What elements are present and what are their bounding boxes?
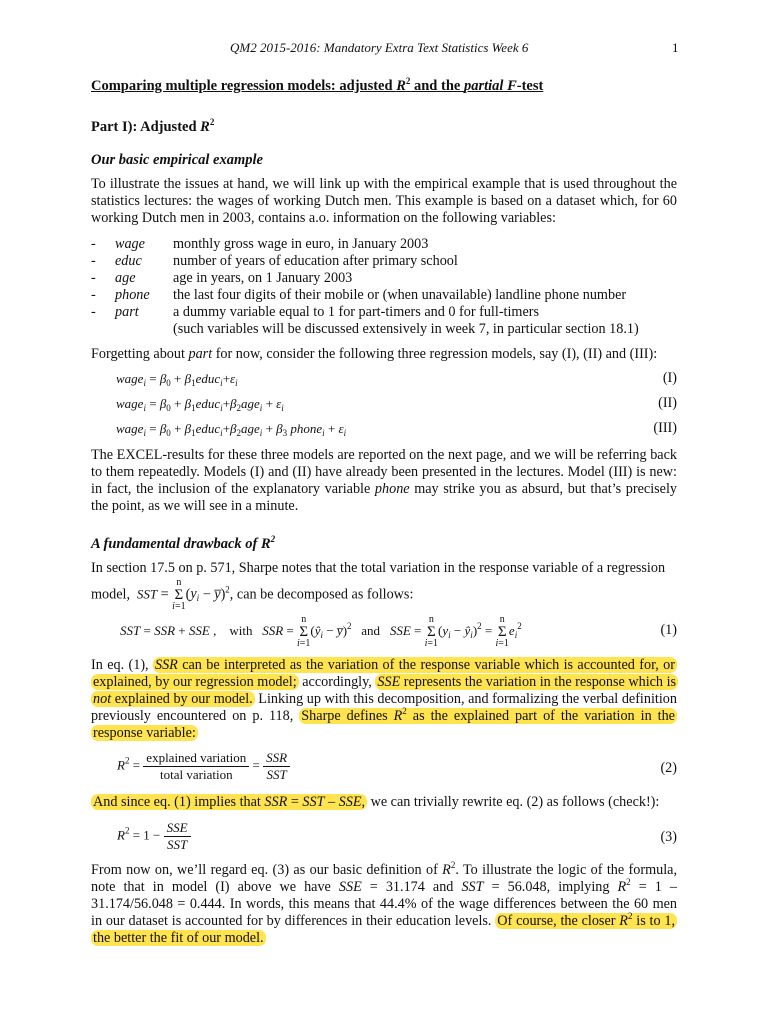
list-item: - wage monthly gross wage in euro, in January 2003 [91, 236, 429, 252]
equation-number: (2) [660, 760, 677, 776]
list-item: - phone the last four digits of their mobile or (when unavailable) landline phone number [91, 287, 627, 303]
sharpe-paragraph-line1: In section 17.5 on p. 571, Sharpe notes that the total variation in the response variable of a regression [91, 560, 666, 576]
equation-3: $R^2 = 1$ − $\frac{\text{SSE}}{\text{SST}}$ [117, 820, 191, 853]
equation-1: SST = SSR + SSE , with SSR = n Σ $i=1(ŷ_i$ − y̅)$^2$ and SSE = n Σ $i=1(y_i$ − $ŷ_i)^2 = n$ Σ $i=1e_i^2$ [120, 614, 522, 649]
rewrite-sentence: And since eq. (1) implies that SSR = SST – SSE, we can trivially rewrite eq. (2) as follows (check!): [93, 794, 660, 810]
intro-paragraph: To illustrate the issues at hand, we will link up with the empirical example that is used throughout the statistics lectures: the wages of working Dutch men. This example is based on a dataset which, for 60 working Dutch men in 2003, contains a.o. information on the following variables: [91, 176, 677, 226]
list-item: - part a dummy variable equal to 1 for part-timers and 0 for full-timers [91, 304, 540, 320]
equation-number: (3) [660, 829, 677, 845]
final-paragraph: From now on, we’ll regard eq. (3) as our basic definition of $R^2$. To illustrate the logic of the formula, note that in model (I) above we have SSE = 31.174 and SST = 56.048, implying $R^2 = 1 - 31.174/56.048 = 0.444$. In words, this means that 44.4% of the wage differences between the 60 men in our dataset is accounted for by differences in their education levels. Of course, the closer $R^2$ is to 1, the better the fit of our model. [91, 860, 677, 946]
document-title: Comparing multiple regression models: adjusted $R^2$ and the partial F-test [91, 76, 544, 94]
part-heading: Part I): Adjusted $R^2$ [91, 117, 215, 135]
equation-number: (III) [653, 420, 677, 436]
sharpe-paragraph-line2: model, SST = n Σ $i=1(y_i$ − y̅)$^2$, can be decomposed as follows: [91, 577, 414, 612]
equation-number: (II) [658, 395, 677, 411]
page-number: 1 [672, 40, 679, 55]
highlight: SSE represents the variation in the response which is not explained by our model. [93, 674, 677, 707]
highlight: And since eq. (1) implies that SSR = SST – SSE, [93, 794, 366, 810]
list-item-note: (such variables will be discussed extensively in week 7, in particular section 18.1) [173, 321, 639, 337]
ssr-sse-paragraph: In eq. (1), SSR can be interpreted as the variation of the response variable which is accounted for, or explained, by our regression model; accordingly, SSE represents the variation in the response which is not explained by our model. Linking up with this decomposition, and formalizing the verbal definition previously encountered on p. 118, Sharpe defines $R^2$ as the explained part of the variation in the response variable: [91, 657, 677, 741]
model-equation-3: wage$_i$ = $\beta_0$ + $\beta_1educ_i+\beta_2age_i + \beta_3$ phone$_i$ + $\varepsilon_i$ [116, 421, 347, 438]
section-heading: Our basic empirical example [91, 152, 263, 168]
running-header: QM2 2015-2016: Mandatory Extra Text Statistics Week 6 [230, 40, 529, 55]
equation-number: (I) [662, 370, 677, 386]
section-heading: A fundamental drawback of $R^2$ [91, 534, 276, 552]
highlight: Sharpe defines $R^2$ as the explained part of the variation in the response variable: [93, 706, 675, 741]
model-equation-2: wage$_i$ = $\beta_0$ + $\beta_1educ_i+\beta_2age_i + \varepsilon_i$ [116, 396, 284, 413]
equation-number: (1) [660, 622, 677, 638]
list-item: - age age in years, on 1 January 2003 [91, 270, 353, 286]
model-equation-1: wage$_i$ = $\beta_0$ + $\beta_1educ_i+\varepsilon_i$ [116, 371, 238, 388]
models-intro: Forgetting about part for now, consider the following three regression models, say (I), (II) and (III): [91, 346, 658, 362]
excel-paragraph: The EXCEL-results for these three models are reported on the next page, and we will be referring back to them repeatedly. Models (I) and (II) have already been presented in the lectures. Model (III) is new: in fact, the inclusion of the explanatory variable phone may strike you as absurd, but that’s precisely the point, as we will see in a minute. [91, 447, 677, 514]
highlight: Of course, the closer $R^2$ is to 1, the better the fit of our model. [93, 911, 676, 946]
equation-2: $R^2$ = $\frac{\text{explained variation}}{\text{total variation}}$ = $\frac{\text{SSR}}{\text{SST}}$ [117, 750, 290, 783]
list-item: - educ number of years of education after primary school [91, 253, 458, 269]
highlight: SSR can be interpreted as the variation of the response variable which is accounted for, or explained, by our regression model; [93, 657, 675, 690]
